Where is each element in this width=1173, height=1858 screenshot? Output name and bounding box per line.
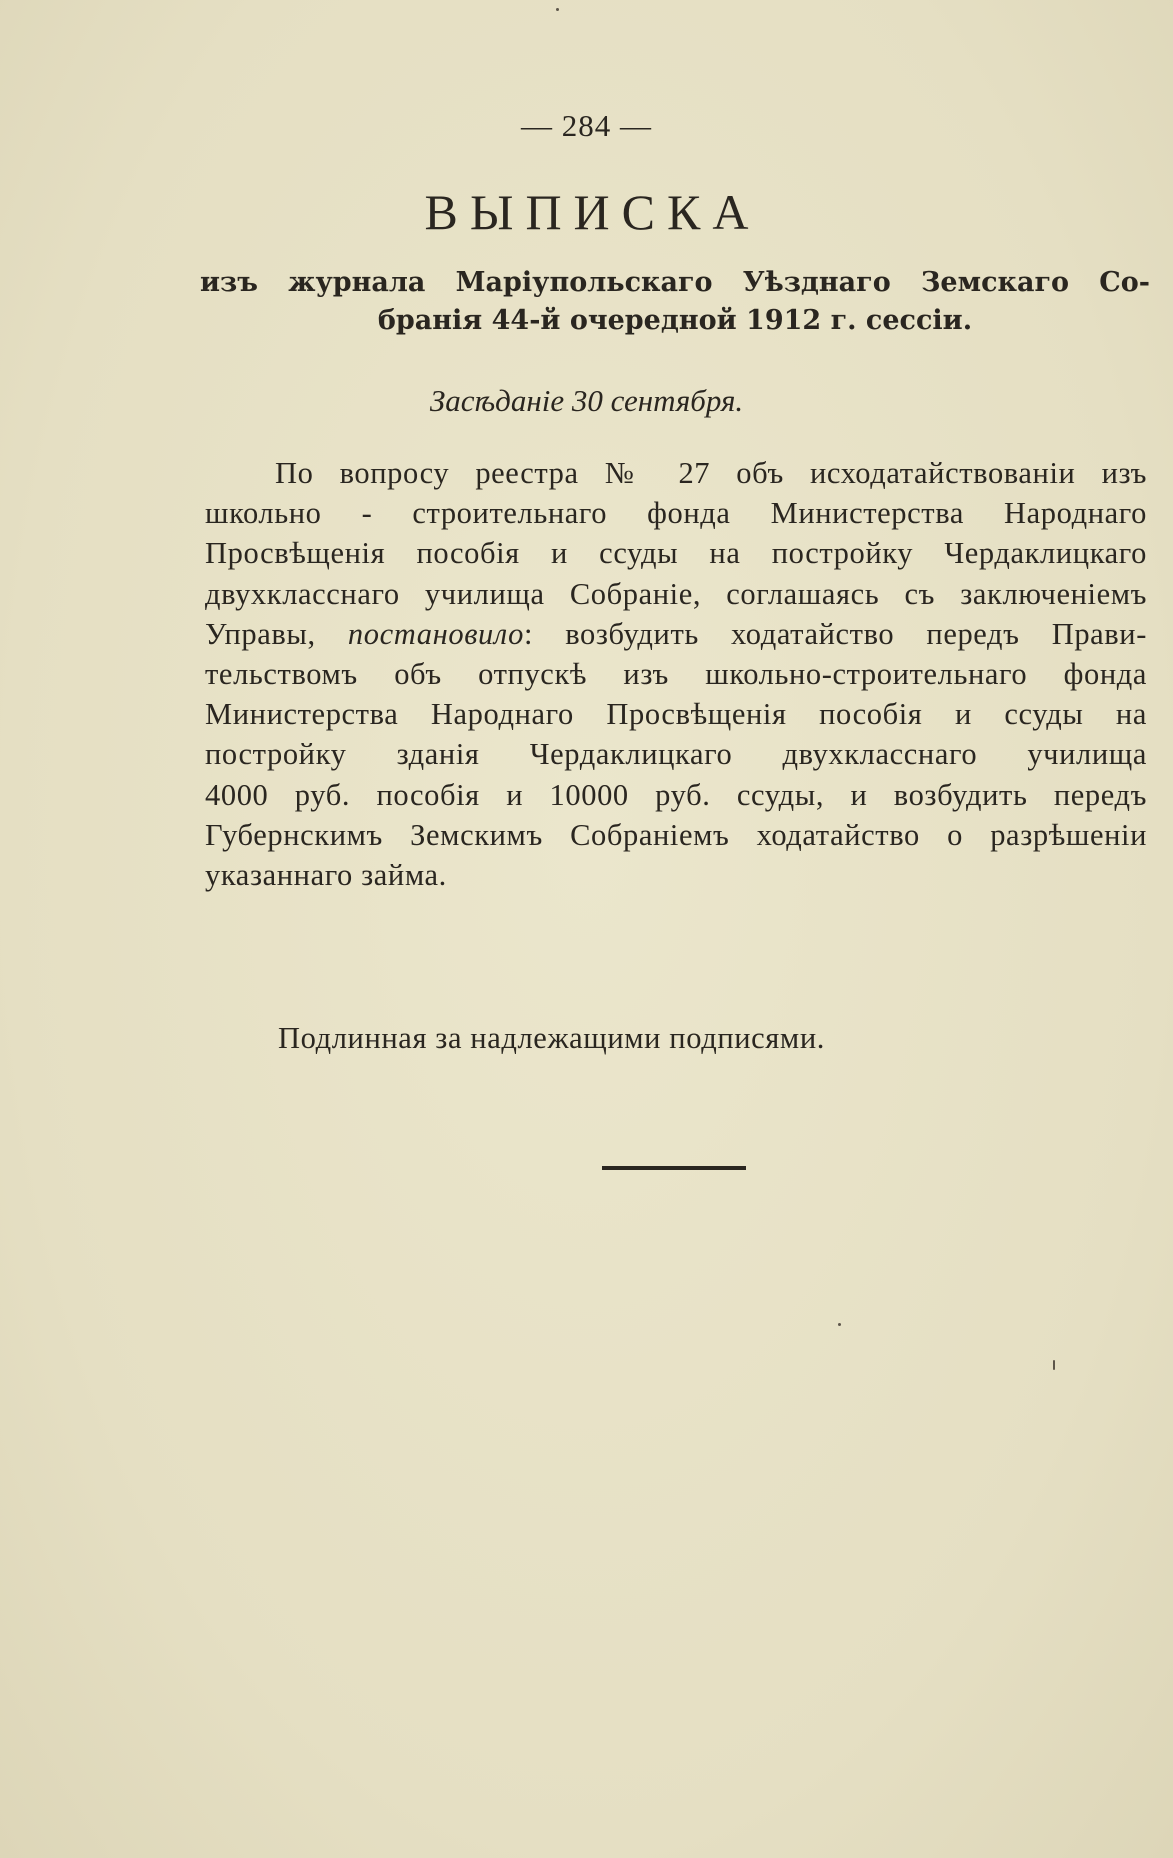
subtitle-line: бранія 44-й очередной 1912 г. сессіи. [377,305,973,336]
body-line: Губернскимъ Земскимъ Собраніемъ ходатайство о разрѣшеніи [205,817,1147,852]
body-line: двухкласснаго училища Собраніе, соглашаясь съ заключеніемъ [205,576,1147,611]
document-title: ВЫПИСКА [424,184,761,240]
body-line: Министерства Народнаго Просвѣщенія пособія и ссуды на [205,697,1147,732]
body-text-span: : возбудить ходатайство передъ Прави- [524,616,1147,651]
subtitle-line: изъ журнала Маріупольскаго Уѣзднаго Земскаго Со- [200,267,1150,298]
body-line: 4000 руб. пособія и 10000 руб. ссуды, и возбудить передъ [205,777,1147,812]
session-heading: Засѣданіе 30 сентября. [429,383,744,418]
emphasis-text: постановило [347,616,524,651]
page-number: — 284 — [521,108,652,143]
body-line: Просвѣщенія пособія и ссуды на постройку Чердаклицкаго [205,536,1147,571]
body-line: постройку зданія Чердаклицкаго двухкласснаго училища [205,737,1147,772]
signature-note: Подлинная за надлежащими подписями. [278,1021,825,1055]
body-line: тельствомъ объ отпускѣ изъ школьно-строительнаго фонда [205,657,1147,692]
paper-speck [1053,1360,1055,1370]
section-divider [602,1166,746,1170]
body-line: указаннаго займа. [205,858,447,893]
paper-speck [556,8,559,11]
body-text-span: Управы, [205,616,316,651]
document-subtitle [200,264,1150,340]
body-line: По вопросу реестра № 27 объ исходатайствованіи изъ [275,456,1147,490]
body-paragraph [205,453,1147,895]
body-line: школьно - строительнаго фонда Министерства Народнаго [205,496,1147,531]
body-line [205,614,1147,654]
paper-speck [838,1323,841,1326]
